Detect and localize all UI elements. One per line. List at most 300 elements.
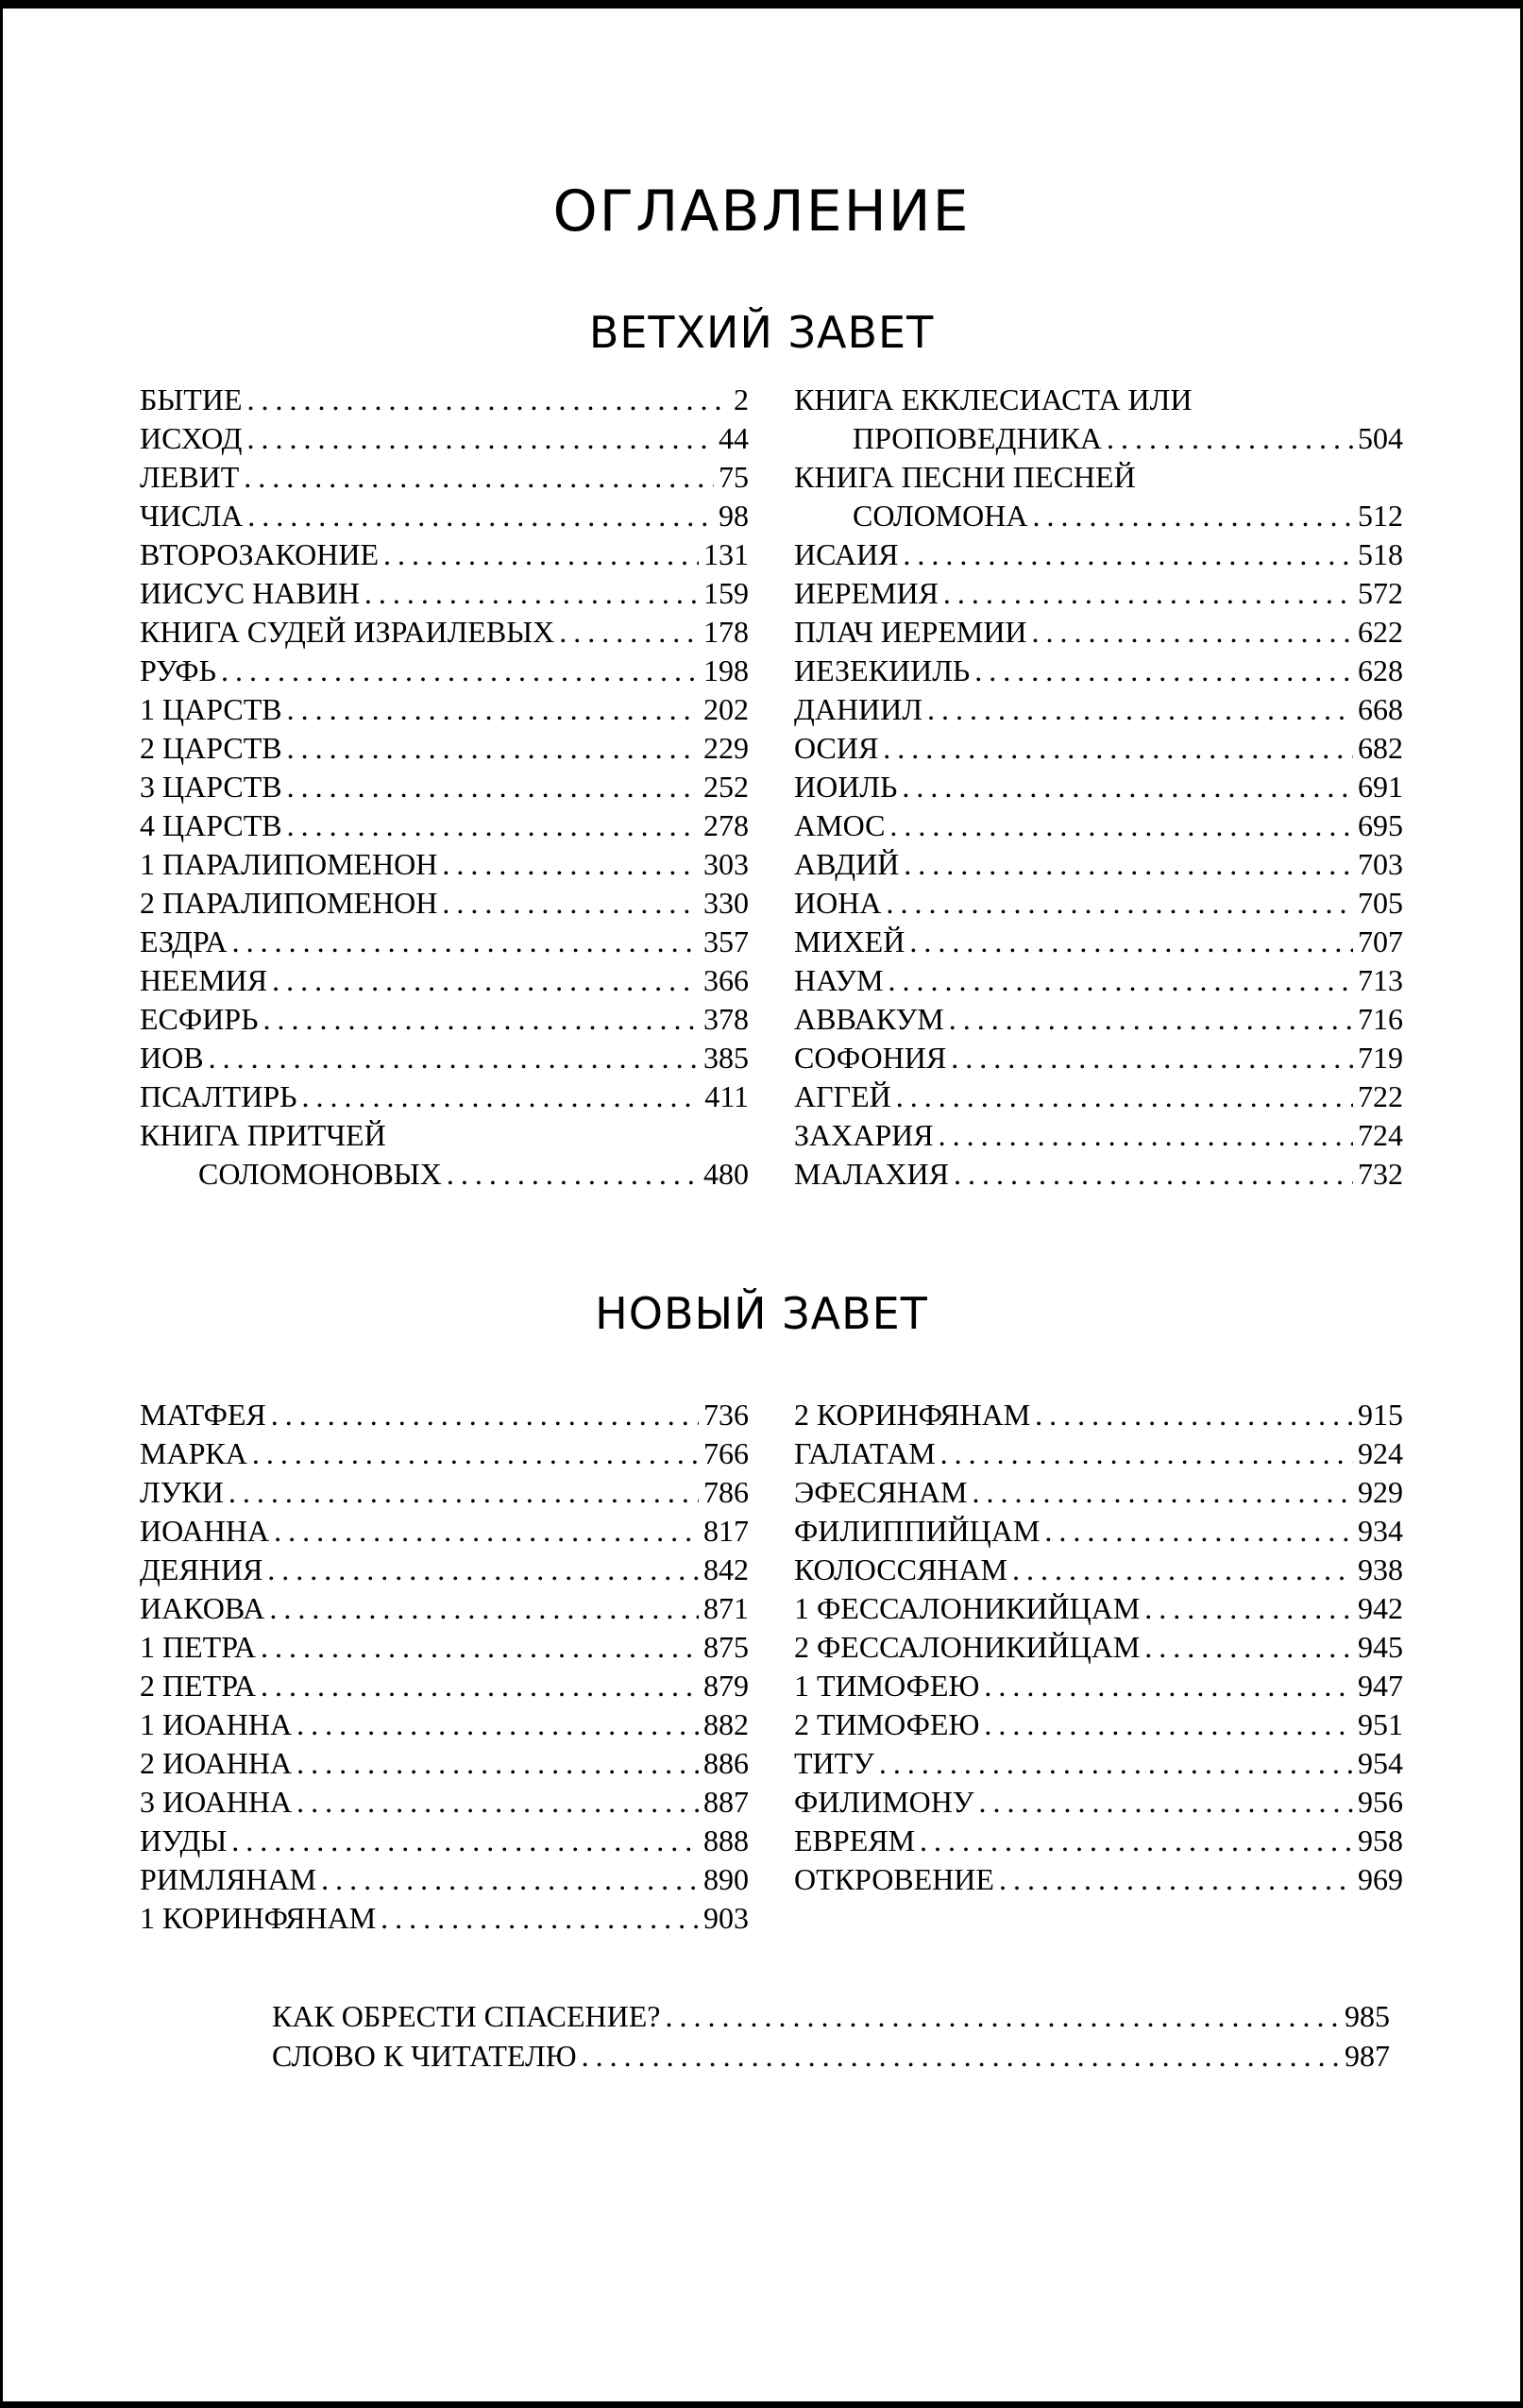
toc-entry [140,1628,749,1667]
dot-leader [946,1039,1353,1077]
toc-entry [140,458,749,497]
page-number: 198 [703,653,749,687]
page-number: 682 [1358,731,1403,765]
toc-entry [794,652,1403,690]
toc-entry [140,497,749,535]
dot-leader [1102,419,1353,458]
toc-entry [794,768,1403,806]
toc-entry-row [140,1512,749,1551]
dot-leader [282,806,699,845]
book-title: ФИЛИМОНУ [794,1785,974,1819]
dot-leader [256,1628,699,1667]
toc-entry [140,1551,749,1589]
page-number: 75 [719,460,749,494]
section-heading-new-testament: НОВЫЙ ЗАВЕТ [595,1288,928,1339]
page-number: 98 [719,499,749,533]
toc-entry-row [794,690,1403,729]
page-number: 871 [703,1591,749,1625]
book-title: ИСХОД [140,421,243,455]
toc-entry [140,1705,749,1744]
toc-entry-row [140,1822,749,1860]
toc-entry-row [794,497,1403,535]
toc-entry-row [794,1860,1403,1899]
toc-entry-row [794,1116,1403,1155]
page-number: 703 [1358,847,1403,881]
dot-leader [1027,497,1353,535]
page-number: 817 [703,1514,749,1548]
page-number: 44 [719,421,749,455]
book-title: КАК ОБРЕСТИ СПАСЕНИЕ? [272,1999,661,2033]
dot-leader [1040,1512,1353,1551]
book-title: ПСАЛТИРЬ [140,1079,297,1113]
dot-leader [905,923,1353,961]
toc-entry [140,613,749,652]
toc-entry [140,419,749,458]
page-number: 705 [1358,886,1403,920]
book-title-continued: ПРОПОВЕДНИКА [853,421,1103,455]
page-number: 890 [703,1862,749,1896]
book-title: 2 ЦАРСТВ [140,731,282,765]
section-heading-old-testament: ВЕТХИЙ ЗАВЕТ [588,307,935,358]
book-title: ИОНА [794,886,882,920]
book-title: НЕЕМИЯ [140,963,268,997]
footer-entries [272,1996,1390,2076]
toc-entry [140,690,749,729]
book-title: ИЕРЕМИЯ [794,576,939,610]
toc-entry [794,1783,1403,1822]
toc-entry-row [140,1434,749,1473]
toc-entry-row [794,1473,1403,1512]
page-number: 736 [703,1398,749,1432]
dot-leader [282,690,699,729]
toc-entry-row [794,1039,1403,1077]
toc-entry-row [140,961,749,1000]
dot-leader [915,1822,1353,1860]
dot-leader [282,768,699,806]
page-number: 504 [1358,421,1403,455]
page-number: 178 [703,615,749,649]
dot-leader [262,1551,699,1589]
dot-leader [269,1512,699,1551]
page-number: 378 [703,1002,749,1036]
page-number: 719 [1358,1041,1403,1075]
page-number: 716 [1358,1002,1403,1036]
page-number: 842 [703,1552,749,1586]
toc-entry-row [794,1744,1403,1783]
toc-entry [794,1434,1403,1473]
toc-entry [140,574,749,613]
page-number: 924 [1358,1436,1403,1470]
toc-entry [140,1822,749,1860]
dot-leader [242,419,714,458]
toc-entry [794,923,1403,961]
dot-leader [1030,1396,1353,1434]
dot-leader [1007,1551,1353,1589]
new-testament-right-column [794,1396,1403,1938]
toc-entry-row [140,806,749,845]
dot-leader [967,1473,1353,1512]
dot-leader [970,652,1353,690]
book-title: ИАКОВА [140,1591,265,1625]
dot-leader [264,1589,699,1628]
toc-entry-row [140,574,749,613]
book-title: КОЛОССЯНАМ [794,1552,1007,1586]
toc-entry-row [794,1628,1403,1667]
toc-entry [794,1744,1403,1783]
page-number: 956 [1358,1785,1403,1819]
new-testament-left-column [140,1396,749,1938]
toc-entry-row [272,2036,1390,2076]
book-title: ФИЛИППИЙЦАМ [794,1514,1041,1548]
dot-leader [554,613,699,652]
book-title: 3 ИОАННА [140,1785,293,1819]
book-title: ЛУКИ [140,1475,224,1509]
toc-entry-row [140,884,749,923]
page-number: 229 [703,731,749,765]
book-title: ДАНИИЛ [794,692,922,726]
toc-entry-row [794,419,1403,458]
toc-entry [140,923,749,961]
book-title: ИУДЫ [140,1823,228,1857]
toc-entry [140,1783,749,1822]
toc-entry [794,613,1403,652]
toc-entry-row [794,845,1403,884]
toc-entry-row [140,1628,749,1667]
dot-leader [258,1000,699,1039]
book-title: РИМЛЯНАМ [140,1862,317,1896]
page-number: 886 [703,1746,749,1780]
dot-leader [1140,1628,1353,1667]
book-title: АВВАКУМ [794,1002,944,1036]
page-number: 951 [1358,1707,1403,1741]
toc-entry-row [794,458,1403,497]
dot-leader [1027,613,1353,652]
page-number: 691 [1358,770,1403,804]
book-title: ИЕЗЕКИИЛЬ [794,653,971,687]
book-title-continued: СОЛОМОНОВЫХ [198,1157,442,1191]
toc-entry-row [794,1822,1403,1860]
dot-leader [898,535,1353,574]
page-number: 303 [703,847,749,881]
book-title: 1 ТИМОФЕЮ [794,1669,980,1703]
page-number: 938 [1358,1552,1403,1586]
toc-entry-row [794,729,1403,768]
toc-entry [794,1705,1403,1744]
book-title: 1 ИОАННА [140,1707,293,1741]
dot-leader [939,574,1353,613]
toc-entry [140,845,749,884]
toc-entry-row [794,574,1403,613]
dot-leader [360,574,699,613]
page-number: 713 [1358,963,1403,997]
book-title: 1 ФЕССАЛОНИКИЙЦАМ [794,1591,1141,1625]
dot-leader [878,729,1353,768]
book-title: 2 КОРИНФЯНАМ [794,1398,1031,1432]
book-title: ЕСФИРЬ [140,1002,259,1036]
toc-entry-row [794,535,1403,574]
page-number: 707 [1358,924,1403,958]
dot-leader [437,884,699,923]
toc-entry [794,1822,1403,1860]
toc-entry [794,806,1403,845]
book-title: 2 ПАРАЛИПОМЕНОН [140,886,438,920]
page-number: 366 [703,963,749,997]
book-title: ОТКРОВЕНИЕ [794,1862,994,1896]
dot-leader [899,845,1353,884]
book-title: РУФЬ [140,653,216,687]
page-number: 882 [703,1707,749,1741]
book-title: ТИТУ [794,1746,874,1780]
book-title: ИИСУС НАВИН [140,576,360,610]
toc-entry [140,768,749,806]
book-title: МИХЕЙ [794,924,905,958]
page-number: 518 [1358,537,1403,571]
toc-entry-row [794,1589,1403,1628]
toc-entry-row [794,1434,1403,1473]
page-number: 357 [703,924,749,958]
toc-entry [272,2036,1390,2076]
toc-entry-row [140,1155,749,1194]
book-title: МАТФЕЯ [140,1398,266,1432]
book-title: ЕЗДРА [140,924,228,958]
dot-leader [891,1077,1353,1116]
toc-entry-row [140,1000,749,1039]
toc-entry [140,1434,749,1473]
book-title: ИСАИЯ [794,537,899,571]
book-title: МАРКА [140,1436,247,1470]
toc-entry-row [140,1473,749,1512]
toc-entry [794,1860,1403,1899]
toc-entry-row [140,923,749,961]
toc-entry [794,1116,1403,1155]
page-number: 947 [1358,1669,1403,1703]
toc-entry-row [794,1396,1403,1434]
page-number: 985 [1345,1999,1390,2033]
toc-entry-row [794,806,1403,845]
toc-entry-row [794,381,1403,419]
book-title: АГГЕЙ [794,1079,891,1113]
toc-entry-row [794,1667,1403,1705]
book-title: ОСИЯ [794,731,879,765]
dot-leader [936,1434,1353,1473]
toc-entry [794,1628,1403,1667]
page-number: 330 [703,886,749,920]
toc-entry-row [140,458,749,497]
book-title: 1 ЦАРСТВ [140,692,282,726]
toc-entry-row [140,845,749,884]
toc-entry [794,1551,1403,1589]
dot-leader [577,2036,1340,2076]
old-testament-right-column [794,381,1403,1194]
toc-entry [140,1000,749,1039]
page-number: 786 [703,1475,749,1509]
toc-entry-row [794,1077,1403,1116]
page-number: 512 [1358,499,1403,533]
toc-entry-row [140,729,749,768]
page-number: 766 [703,1436,749,1470]
dot-leader [660,1996,1340,2036]
toc-entry-row [794,768,1403,806]
toc-entry-row [794,923,1403,961]
toc-entry [794,729,1403,768]
toc-entry [794,884,1403,923]
page-title: ОГЛАВЛЕНИЕ [552,178,971,245]
toc-entry [140,806,749,845]
dot-leader [247,1434,699,1473]
book-title: 2 ПЕТРА [140,1669,257,1703]
toc-entry-row [272,1996,1390,2036]
toc-entry [794,1512,1403,1551]
toc-entry [794,1473,1403,1512]
dot-leader [239,458,714,497]
toc-entry-row [794,1705,1403,1744]
toc-entry-row [140,381,749,419]
dot-leader [227,1822,699,1860]
dot-leader [884,961,1353,1000]
toc-entry [794,1155,1403,1194]
book-title: СЛОВО К ЧИТАТЕЛЮ [272,2039,577,2073]
page-number: 732 [1358,1157,1403,1191]
book-title: ВТОРОЗАКОНИЕ [140,537,380,571]
book-title: ЕВРЕЯМ [794,1823,916,1857]
page-number: 622 [1358,615,1403,649]
toc-entry [140,1396,749,1434]
dot-leader [979,1667,1353,1705]
toc-entry-row [140,613,749,652]
toc-entry-row [794,1155,1403,1194]
page-number: 875 [703,1630,749,1664]
toc-entry-row [140,652,749,690]
book-title: 2 ФЕССАЛОНИКИЙЦАМ [794,1630,1141,1664]
toc-entry-row [140,1551,749,1589]
book-title: ГАЛАТАМ [794,1436,936,1470]
dot-leader [266,1396,699,1434]
page-number: 879 [703,1669,749,1703]
dot-leader [442,1155,699,1194]
dot-leader [1140,1589,1353,1628]
toc-entry [794,690,1403,729]
page-number: 252 [703,770,749,804]
toc-entry [140,1589,749,1628]
dot-leader [974,1783,1353,1822]
old-testament-left-column [140,381,749,1194]
book-title: АМОС [794,808,886,842]
page-number: 131 [703,537,749,571]
toc-entry-row [140,1396,749,1434]
book-title: 1 КОРИНФЯНАМ [140,1901,377,1935]
book-title: ЧИСЛА [140,499,244,533]
toc-entry [272,1996,1390,2036]
page-number: 480 [703,1157,749,1191]
dot-leader [376,1899,699,1938]
toc-entry [140,1077,749,1116]
page-number: 411 [704,1079,749,1113]
toc-entry-row [140,497,749,535]
toc-entry [140,535,749,574]
toc-entry [140,1744,749,1783]
toc-entry [140,961,749,1000]
toc-entry [794,1667,1403,1705]
toc-entry-row [140,1116,749,1155]
dot-leader [282,729,699,768]
page-number: 942 [1358,1591,1403,1625]
toc-entry [794,535,1403,574]
dot-leader [292,1744,699,1783]
dot-leader [224,1473,699,1512]
toc-entry-row [794,1512,1403,1551]
toc-entry-row [140,535,749,574]
book-title: НАУМ [794,963,884,997]
dot-leader [994,1860,1353,1899]
toc-entry [140,729,749,768]
dot-leader [934,1116,1353,1155]
dot-leader [204,1039,699,1077]
book-title: ЛЕВИТ [140,460,240,494]
dot-leader [292,1705,699,1744]
dot-leader [242,381,729,419]
toc-entry-row [140,768,749,806]
toc-entry-row [140,1783,749,1822]
toc-entry [794,961,1403,1000]
page-number: 903 [703,1901,749,1935]
toc-entry-row [140,690,749,729]
toc-entry-row [140,1077,749,1116]
dot-leader [922,690,1353,729]
dot-leader [949,1155,1353,1194]
dot-leader [944,1000,1353,1039]
toc-entry-row [140,1860,749,1899]
dot-leader [316,1860,699,1899]
page-number: 929 [1358,1475,1403,1509]
toc-entry [794,458,1403,535]
book-title: ЭФЕСЯНАМ [794,1475,968,1509]
toc-entry [794,845,1403,884]
toc-entry [794,1396,1403,1434]
toc-entry-row [794,1551,1403,1589]
toc-entry [140,1039,749,1077]
page-number: 934 [1358,1514,1403,1548]
book-title: КНИГА СУДЕЙ ИЗРАИЛЕВЫХ [140,615,555,649]
dot-leader [874,1744,1353,1783]
dot-leader [881,884,1353,923]
book-title: ЗАХАРИЯ [794,1118,934,1152]
page-number: 915 [1358,1398,1403,1432]
book-title: КНИГА ПЕСНИ ПЕСНЕЙ [794,460,1136,494]
book-title: ИОИЛЬ [794,770,898,804]
book-title: КНИГА ПРИТЧЕЙ [140,1118,386,1152]
page-number: 2 [734,382,749,416]
dot-leader [897,768,1353,806]
toc-entry [140,1899,749,1938]
toc-entry-row [794,1783,1403,1822]
toc-entry-row [140,1589,749,1628]
book-title: АВДИЙ [794,847,900,881]
toc-entry [794,1077,1403,1116]
toc-entry [140,1512,749,1551]
toc-entry [140,652,749,690]
toc-entry [794,381,1403,458]
book-title: 4 ЦАРСТВ [140,808,282,842]
page-number: 987 [1345,2039,1390,2073]
toc-entry [140,1667,749,1705]
page-number: 202 [703,692,749,726]
page-number: 722 [1358,1079,1403,1113]
book-title: 2 ИОАННА [140,1746,293,1780]
toc-entry [140,1860,749,1899]
toc-entry-row [140,1667,749,1705]
toc-entry-row [794,1000,1403,1039]
book-title: КНИГА ЕККЛЕСИАСТА ИЛИ [794,382,1193,416]
